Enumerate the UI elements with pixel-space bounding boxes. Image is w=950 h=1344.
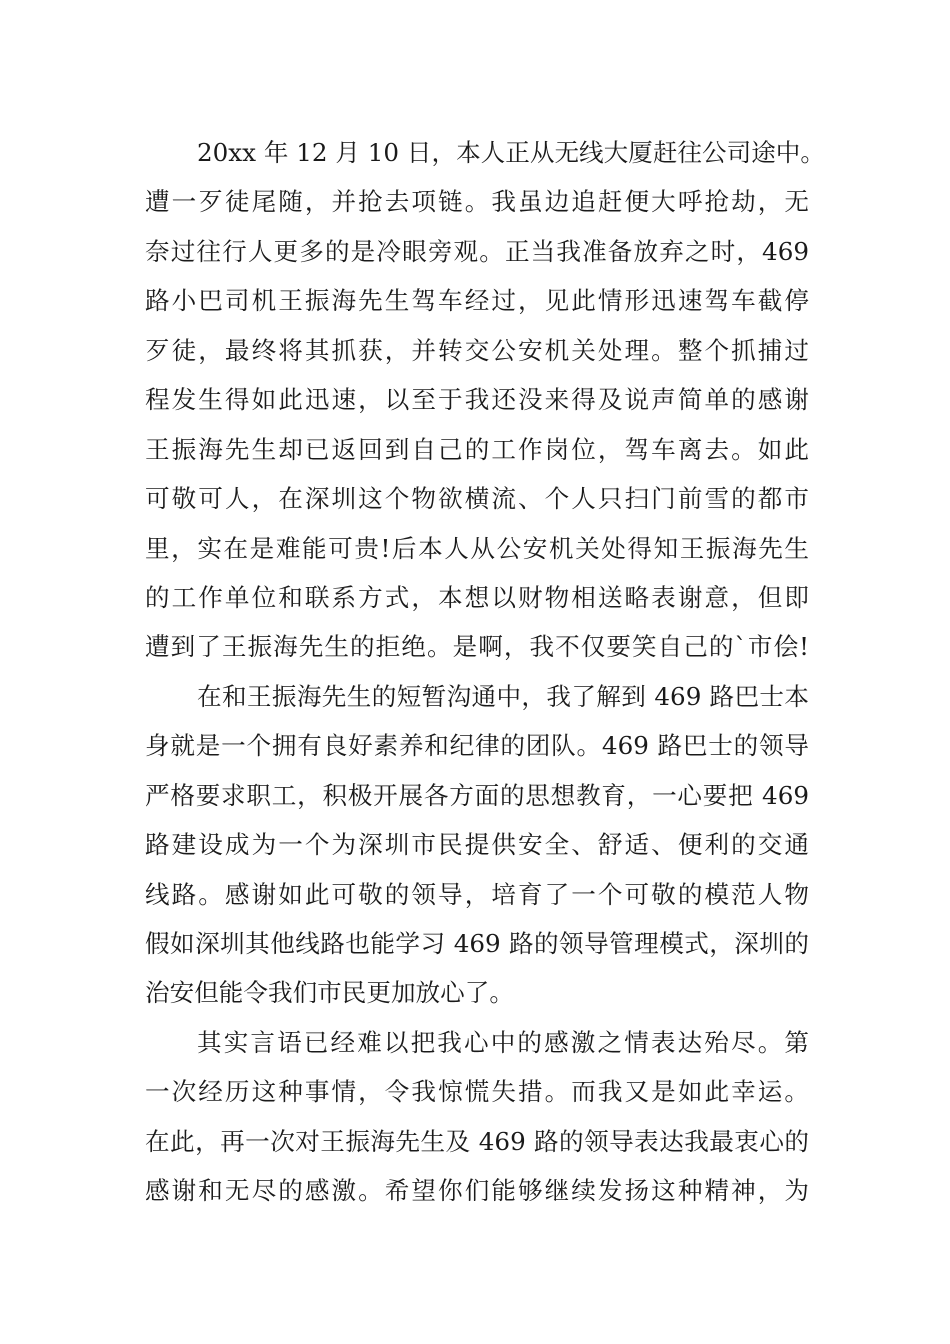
text-line: 可敬可人，在深圳这个物欲横流、个人只扫门前雪的都市 — [145, 484, 809, 514]
text-line: 其实言语已经难以把我心中的感激之情表达殆尽。第 — [197, 1027, 809, 1057]
text-line: 身就是一个拥有良好素养和纪律的团队。469 路巴士的领导 — [145, 731, 809, 761]
text-line: 歹徒，最终将其抓获，并转交公安机关处理。整个抓捕过 — [145, 335, 809, 365]
text-line: 程发生得如此迅速，以至于我还没来得及说声简单的感谢 — [145, 385, 809, 415]
text-line: 的工作单位和联系方式，本想以财物相送略表谢意，但即 — [145, 582, 809, 612]
text-line: 假如深圳其他线路也能学习 469 路的领导管理模式，深圳的 — [145, 929, 809, 958]
text-line: 路小巴司机王振海先生驾车经过，见此情形迅速驾车截停 — [145, 286, 809, 316]
text-line: 遭到了王振海先生的拒绝。是啊，我不仅要笑自己的`市侩! — [145, 632, 809, 662]
text-line: 一次经历这种事情，令我惊慌失措。而我又是如此幸运。 — [145, 1077, 809, 1107]
paragraph-2 — [145, 672, 809, 1018]
paragraph-3 — [145, 1018, 809, 1216]
text-line: 奈过往行人更多的是冷眼旁观。正当我准备放弃之时，469 — [145, 236, 809, 266]
text-line: 治安但能令我们市民更加放心了。 — [145, 978, 514, 1008]
text-line: 线路。感谢如此可敬的领导，培育了一个可敬的模范人物 — [145, 879, 809, 909]
text-line: 严格要求职工，积极开展各方面的思想教育，一心要把 469 — [145, 780, 809, 810]
paragraph-1 — [145, 128, 825, 672]
letter-body — [145, 128, 825, 1216]
text-line: 路建设成为一个为深圳市民提供安全、舒适、便利的交通 — [145, 830, 809, 860]
text-line: 感谢和无尽的感激。希望你们能够继续发扬这种精神，为 — [145, 1176, 809, 1206]
text-line: 在和王振海先生的短暂沟通中，我了解到 469 路巴士本 — [197, 681, 809, 711]
text-line: 20xx 年 12 月 10 日，本人正从无线大厦赶往公司途中。 — [197, 138, 825, 167]
text-line: 王振海先生却已返回到自己的工作岗位，驾车离去。如此 — [145, 434, 809, 464]
text-line: 在此，再一次对王振海先生及 469 路的领导表达我最衷心的 — [145, 1126, 809, 1156]
text-line: 里，实在是难能可贵!后本人从公安机关处得知王振海先生 — [145, 533, 809, 563]
text-line: 遭一歹徒尾随，并抢去项链。我虽边追赶便大呼抢劫，无 — [145, 187, 809, 217]
